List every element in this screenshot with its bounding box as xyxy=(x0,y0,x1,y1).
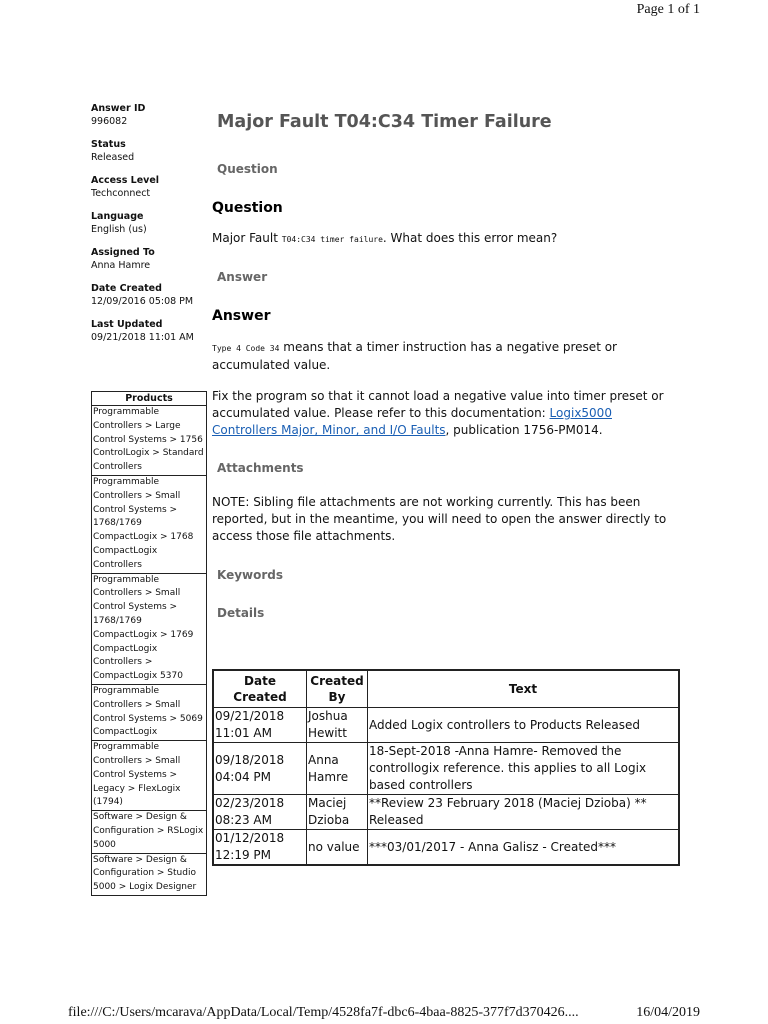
language-value: English (us) xyxy=(91,224,147,235)
page-number: Page 1 of 1 xyxy=(636,2,700,17)
row-text: ***03/01/2017 - Anna Galisz - Created*** xyxy=(368,830,680,866)
answer-section-header: Answer xyxy=(217,270,268,284)
keywords-section-header: Keywords xyxy=(217,568,284,582)
details-section-header: Details xyxy=(217,606,265,620)
table-row xyxy=(213,830,679,866)
product-item: Programmable Controllers > Small Control Systems > Legacy > FlexLogix (1794) xyxy=(92,741,207,811)
answer-paragraph-1: Type 4 Code 34 means that a timer instruction has a negative preset or accumulated value. xyxy=(212,340,617,372)
product-item: Programmable Controllers > Small Control Systems > 5069 CompactLogix xyxy=(92,684,207,740)
row-created-by: no value xyxy=(307,830,368,866)
assigned-to-label: Assigned To xyxy=(91,247,155,258)
answer-content xyxy=(212,112,680,620)
question-text: Major Fault T04:C34 timer failure. What does this error mean? xyxy=(212,231,558,245)
row-text: Added Logix controllers to Products Released xyxy=(368,708,680,743)
status-value: Released xyxy=(91,152,135,163)
footer-url: file:///C:/Users/mcarava/AppData/Local/Temp/4528fa7f-dbc6-4baa-8825-377f7d370426.... xyxy=(68,1005,579,1020)
product-item: Programmable Controllers > Small Control Systems > 1768/1769 CompactLogix > 1769 CompactLogix Controllers > CompactLogix 5370 xyxy=(92,573,207,684)
attachments-note: NOTE: Sibling file attachments are not working currently. This has been reported, but in the meantime, you will need to open the answer directly to access those file attachments. xyxy=(212,495,667,543)
question-heading: Question xyxy=(212,200,283,216)
language-label: Language xyxy=(91,211,144,222)
attachments-section-header: Attachments xyxy=(217,461,304,475)
last-updated-value: 09/21/2018 11:01 AM xyxy=(91,332,194,343)
products-header: Products xyxy=(92,392,207,406)
language xyxy=(91,210,209,236)
answer-heading: Answer xyxy=(212,308,271,324)
row-created-by: Maciej Dzioba xyxy=(307,795,368,830)
access-level-value: Techconnect xyxy=(91,188,151,199)
row-text: **Review 23 February 2018 (Maciej Dzioba) ** Released xyxy=(368,795,680,830)
col-text: Text xyxy=(368,670,680,708)
product-item: Programmable Controllers > Small Control Systems > 1768/1769 CompactLogix > 1768 CompactLogix Controllers xyxy=(92,475,207,573)
row-created-by: Joshua Hewitt xyxy=(307,708,368,743)
access-level-label: Access Level xyxy=(91,175,160,186)
documentation-link[interactable]: Logix5000 Controllers Major, Minor, and I/O Faults xyxy=(212,406,612,437)
last-updated xyxy=(91,318,209,344)
date-created xyxy=(91,282,209,308)
product-item: Software > Design & Configuration > Studio 5000 > Logix Designer xyxy=(92,853,207,895)
row-text: 18-Sept-2018 -Anna Hamre- Removed the controllogix reference. this applies to all Logix based controllers xyxy=(368,743,680,795)
details-table xyxy=(212,669,680,866)
footer-date: 16/04/2019 xyxy=(636,1005,700,1020)
row-date: 09/18/2018 04:04 PM xyxy=(213,743,307,795)
answer-id-value: 996082 xyxy=(91,116,128,127)
table-row xyxy=(213,795,679,830)
type-code: Type 4 Code 34 xyxy=(212,344,280,353)
table-row xyxy=(213,743,679,795)
row-date: 02/23/2018 08:23 AM xyxy=(213,795,307,830)
answer-paragraph-2: Fix the program so that it cannot load a negative value into timer preset or accumulated value. Please refer to this documentation: Logix5000 Controllers Major, Minor, and I/O Faults, publication 1756-PM014. xyxy=(212,389,664,437)
col-date-created: Date Created xyxy=(213,670,307,708)
access-level xyxy=(91,174,209,200)
date-created-value: 12/09/2016 05:08 PM xyxy=(91,296,194,307)
assigned-to-value: Anna Hamre xyxy=(91,260,151,271)
answer-id xyxy=(91,102,209,128)
product-item: Software > Design & Configuration > RSLogix 5000 xyxy=(92,811,207,853)
question-section-header: Question xyxy=(217,162,278,176)
page-title: Major Fault T04:C34 Timer Failure xyxy=(217,112,552,132)
fault-code: T04:C34 timer failure xyxy=(281,235,383,244)
products-table xyxy=(91,391,207,896)
row-date: 01/12/2018 12:19 PM xyxy=(213,830,307,866)
product-item: Programmable Controllers > Large Control Systems > 1756 ControlLogix > Standard Controllers xyxy=(92,406,207,476)
assigned-to xyxy=(91,246,209,272)
status-label: Status xyxy=(91,139,126,150)
row-date: 09/21/2018 11:01 AM xyxy=(213,708,307,743)
last-updated-label: Last Updated xyxy=(91,319,163,330)
col-created-by: Created By xyxy=(307,670,368,708)
metadata-sidebar xyxy=(91,102,209,354)
status xyxy=(91,138,209,164)
date-created-label: Date Created xyxy=(91,283,162,294)
answer-id-label: Answer ID xyxy=(91,103,146,114)
table-row xyxy=(213,708,679,743)
row-created-by: Anna Hamre xyxy=(307,743,368,795)
